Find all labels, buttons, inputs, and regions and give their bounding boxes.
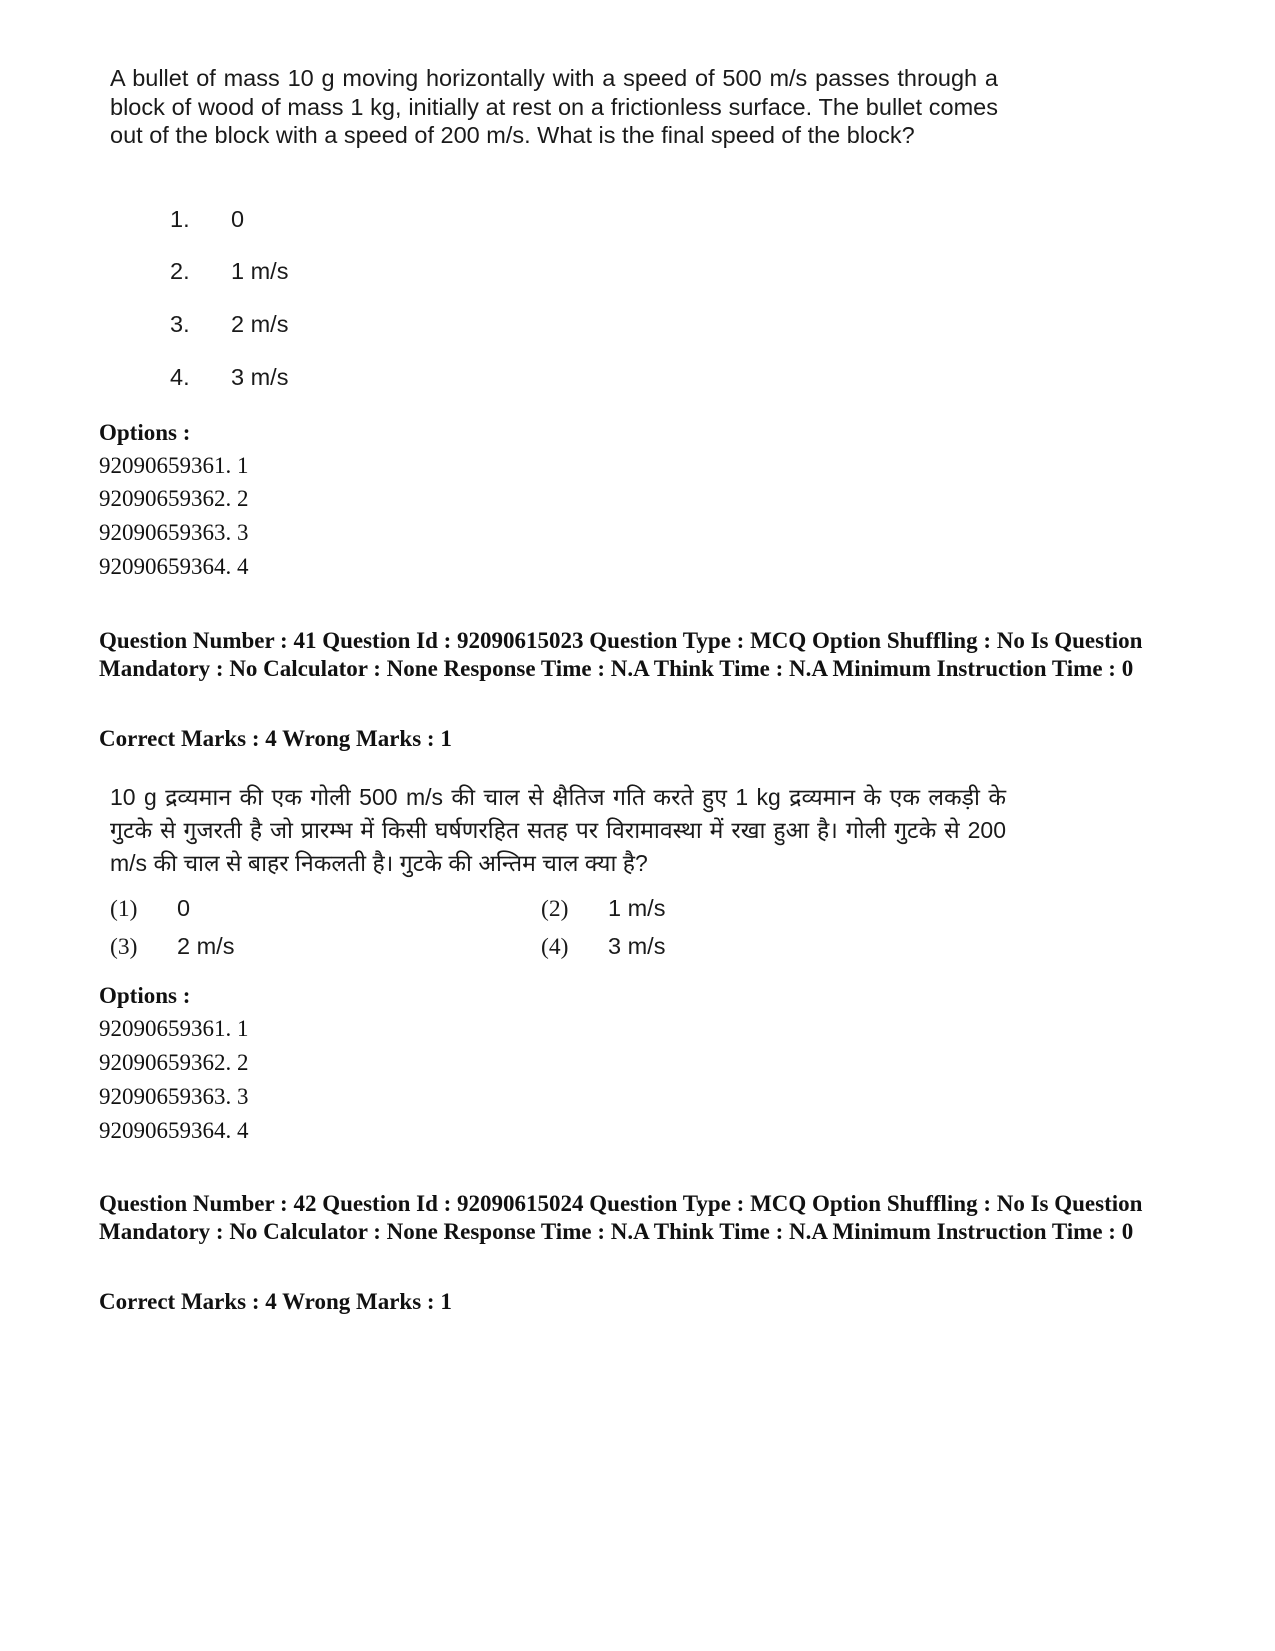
choice-number: 2. [170,258,190,284]
choice-text: 1 m/s [231,258,289,284]
choice-2 [170,258,288,285]
question-marks: Correct Marks : 4 Wrong Marks : 1 [99,1289,452,1314]
choice-text: 2 m/s [231,311,289,337]
option-id-line: 92090659362. 2 [99,486,249,511]
choice-number: 1. [170,206,190,232]
question-meta: Question Number : 42 Question Id : 92090615024 Question Type : MCQ Option Shuffling : No Is Question Mandatory : No Calculator : None Response Time : N.A Think Time : N.A Minimum Instruction Time : 0 [99,1191,1143,1244]
hindi-choice-3 [110,933,234,961]
option-id-line: 92090659363. 3 [99,520,249,545]
option-id-line: 92090659361. 1 [99,1016,249,1041]
choice-number: (4) [541,934,569,960]
choice-number: 4. [170,364,190,390]
choice-number: 3. [170,311,190,337]
question-stem-english: A bullet of mass 10 g moving horizontally with a speed of 500 m/s passes through a block of wood of mass 1 kg, initially at rest on a frictionless surface. The bullet comes out of the block with a speed of 200 m/s. What is the final speed of the block? [110,65,998,149]
option-id-line: 92090659363. 3 [99,1084,249,1109]
options-label: Options : [99,420,191,445]
choice-text: 0 [177,895,191,921]
choice-text: 0 [231,206,245,232]
choice-text: 3 m/s [231,364,289,390]
choice-text: 3 m/s [608,933,666,959]
hindi-choice-1 [110,895,190,923]
option-id-line: 92090659362. 2 [99,1050,249,1075]
question-stem-hindi: 10 g द्रव्यमान की एक गोली 500 m/s की चाल से क्षैतिज गति करते हुए 1 kg द्रव्यमान के एक लकड़ी के गुटके से गुजरती है जो प्रारम्भ में किसी घर्षणरहित सतह पर विरामावस्था में रखा हुआ है। गोली गुटके से 200 m/s की चाल से बाहर निकलती है। गुटके की अन्तिम चाल क्या है? [110,784,1006,876]
choice-4 [170,364,288,391]
choice-3 [170,311,288,338]
choice-text: 1 m/s [608,895,666,921]
choice-number: (1) [110,896,138,922]
option-id-line: 92090659361. 1 [99,453,249,478]
choice-1 [170,206,244,233]
options-label: Options : [99,983,191,1008]
choice-number: (2) [541,896,569,922]
hindi-choice-2 [541,895,665,923]
choice-text: 2 m/s [177,933,235,959]
hindi-choice-4 [541,933,665,961]
choice-number: (3) [110,934,138,960]
option-id-line: 92090659364. 4 [99,554,249,579]
option-id-line: 92090659364. 4 [99,1118,249,1143]
question-meta: Question Number : 41 Question Id : 92090615023 Question Type : MCQ Option Shuffling : No Is Question Mandatory : No Calculator : None Response Time : N.A Think Time : N.A Minimum Instruction Time : 0 [99,628,1143,681]
question-marks: Correct Marks : 4 Wrong Marks : 1 [99,726,452,751]
